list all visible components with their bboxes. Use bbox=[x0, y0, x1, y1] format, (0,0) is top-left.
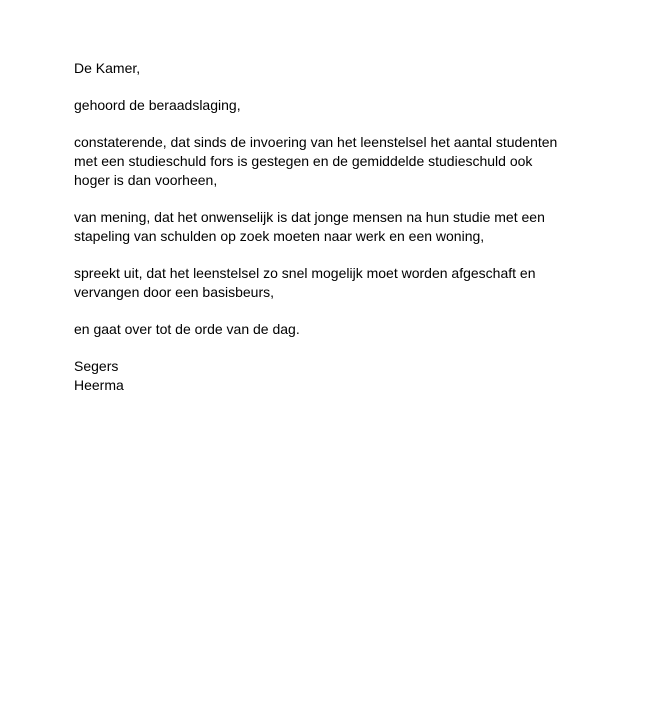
paragraph-line: constaterende, dat sinds de invoering van het leenstelsel het aantal studenten bbox=[74, 134, 558, 150]
paragraph-heard-deliberation bbox=[74, 96, 591, 115]
paragraph-line: spreekt uit, dat het leenstelsel zo snel mogelijk moet worden afgeschaft en bbox=[74, 265, 536, 281]
paragraph-line: hoger is dan voorheen, bbox=[74, 172, 218, 188]
paragraph-line: met een studieschuld fors is gestegen en de gemiddelde studieschuld ook bbox=[74, 153, 533, 169]
paragraph-closing bbox=[74, 320, 591, 339]
paragraph-line: gehoord de beraadslaging, bbox=[74, 97, 241, 113]
paragraph-van-mening bbox=[74, 208, 591, 246]
paragraph-line: en gaat over tot de orde van de dag. bbox=[74, 321, 300, 337]
paragraph-spreekt-uit bbox=[74, 264, 591, 302]
paragraph-line: vervangen door een basisbeurs, bbox=[74, 284, 275, 300]
signatory-name: Heerma bbox=[74, 377, 124, 393]
paragraph-line: stapeling van schulden op zoek moeten naar werk en een woning, bbox=[74, 228, 485, 244]
signatories bbox=[74, 357, 591, 395]
salutation: De Kamer, bbox=[74, 60, 141, 76]
signatory-name: Segers bbox=[74, 358, 119, 374]
paragraph-constaterende bbox=[74, 133, 591, 190]
paragraph-line: van mening, dat het onwenselijk is dat jonge mensen na hun studie met een bbox=[74, 209, 545, 225]
